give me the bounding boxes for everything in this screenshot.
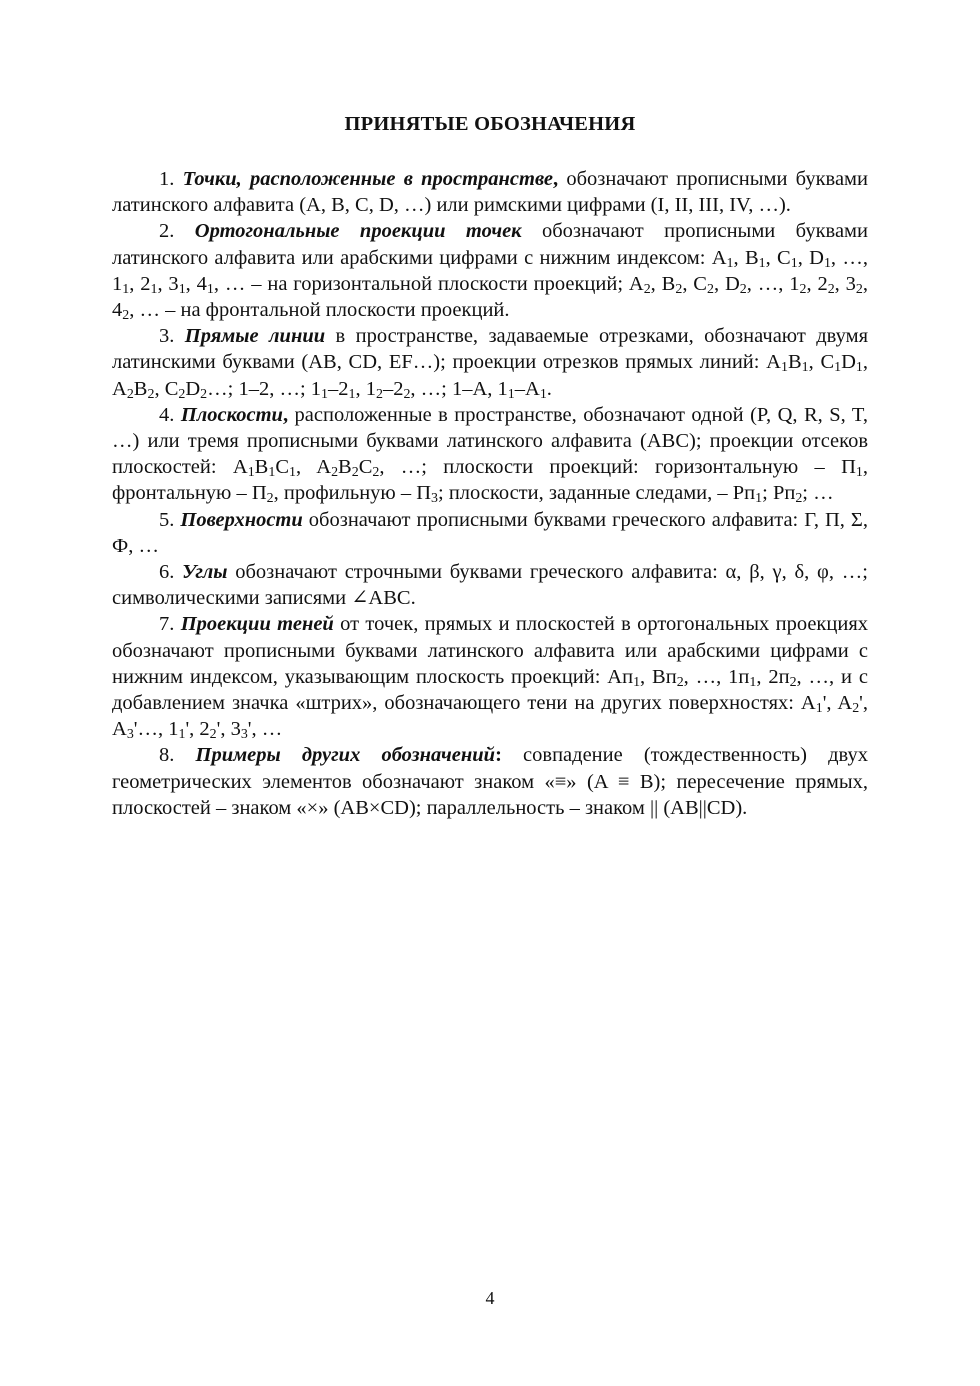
item-text: обозначают прописными буквами греческого алфавита: Г, П, Σ, Ф, … bbox=[112, 508, 868, 557]
page-title: ПРИНЯТЫЕ ОБОЗНАЧЕНИЯ bbox=[344, 113, 636, 135]
item-term-punct: : bbox=[495, 744, 502, 767]
notation-item bbox=[112, 323, 868, 402]
item-term: Прямые линии bbox=[184, 325, 326, 348]
notation-item bbox=[112, 507, 868, 559]
item-term-punct: , bbox=[282, 403, 289, 426]
item-term: Проекции теней bbox=[180, 613, 334, 636]
item-term: Точки, расположенные в пространстве bbox=[182, 168, 553, 190]
item-text: обозначают прописными буквами латинского алфавита или арабскими цифрами с нижним индексом: $A_1$, $B_1$, $C_1$, $D_1$, …, $1_1$, $2_1$, $3_1$, $4_1$, … – на горизонтальной плоскости проекций; $A_2$, $B_2$, $C_2$, $D_2$, …, $1_2$, $2_2$, $3_2$, $4_2$, … – на фронтальной плоскости проекций. bbox=[112, 220, 869, 324]
notation-item bbox=[112, 611, 868, 742]
item-text: расположенные в пространстве, обозначают одной (P, Q, R, S, T, …) или тремя прописными буквами латинского алфавита (ABC); проекции отсеков плоскостей: $A_1B_1C_1$, $A_2B_2C_2$, …; плоскости проекций: горизонтальную – $П_1$, фронтальную – $П_2$, профильную – $П_3$; плоскости, заданные следами, – $Pп_1$; $Pп_2$; … bbox=[112, 403, 869, 507]
item-term-punct: , bbox=[552, 168, 559, 190]
item-number: 2. bbox=[159, 220, 195, 243]
item-term: Углы bbox=[182, 561, 228, 584]
page-number: 4 bbox=[485, 1288, 495, 1308]
item-number: 3. bbox=[159, 325, 185, 348]
item-number: 6. bbox=[159, 561, 183, 584]
item-term: Плоскости bbox=[180, 403, 283, 426]
item-number: 4. bbox=[159, 403, 181, 426]
item-text: совпадение (тождественность) двух геометрических элементов обозначают знаком «≡» (A ≡ B); пересечение прямых, плоскостей – знаком «×» (AB×CD); параллельность – знаком || (AB||CD). bbox=[112, 744, 869, 819]
notation-item bbox=[112, 559, 868, 611]
notation-item bbox=[112, 166, 868, 218]
item-term: Поверхности bbox=[180, 508, 303, 531]
notation-list bbox=[112, 166, 868, 821]
notation-item bbox=[112, 218, 868, 323]
item-text: обозначают прописными буквами латинского алфавита (A, B, C, D, …) или римскими цифрами (I, II, III, IV, …). bbox=[112, 168, 868, 217]
item-text: обозначают строчными буквами греческого алфавита: α, β, γ, δ, φ, …; символическими записями ∠ABC. bbox=[112, 561, 868, 610]
item-number: 7. bbox=[159, 613, 181, 636]
notation-item bbox=[112, 742, 868, 821]
item-term: Ортогональные проекции точек bbox=[194, 220, 522, 243]
item-text: в пространстве, задаваемые отрезками, обозначают двумя латинскими буквами (AB, CD, EF…); проекции отрезков прямых линий: $A_1B_1$, $C_1D_1$, $A_2B_2$, $C_2D_2\dots$; 1–2, …; $1_1-2_1$, $1_2-2_2$, …; 1–A, $1_1-A_1$. bbox=[112, 325, 868, 402]
item-number: 5. bbox=[159, 508, 181, 531]
item-text: от точек, прямых и плоскостей в ортогональных проекциях обозначают прописными буквами латинского алфавита или арабскими цифрами с нижним индексом, указывающим плоскость проекций: $Aп_1$, $Bп_2$, …, $1п_1$, $2п_2$, …, и с добавлением значка «штрих», обозначающего тени на других поверхностях: $A_1'$, $A_2'$, $A_3'\dots$, $1_1'$, $2_2'$, $3_3'$, … bbox=[112, 613, 868, 743]
item-number: 1. bbox=[159, 168, 183, 190]
item-number: 8. bbox=[159, 744, 196, 767]
notation-item bbox=[112, 402, 868, 507]
item-term: Примеры других обозначений bbox=[195, 744, 496, 767]
